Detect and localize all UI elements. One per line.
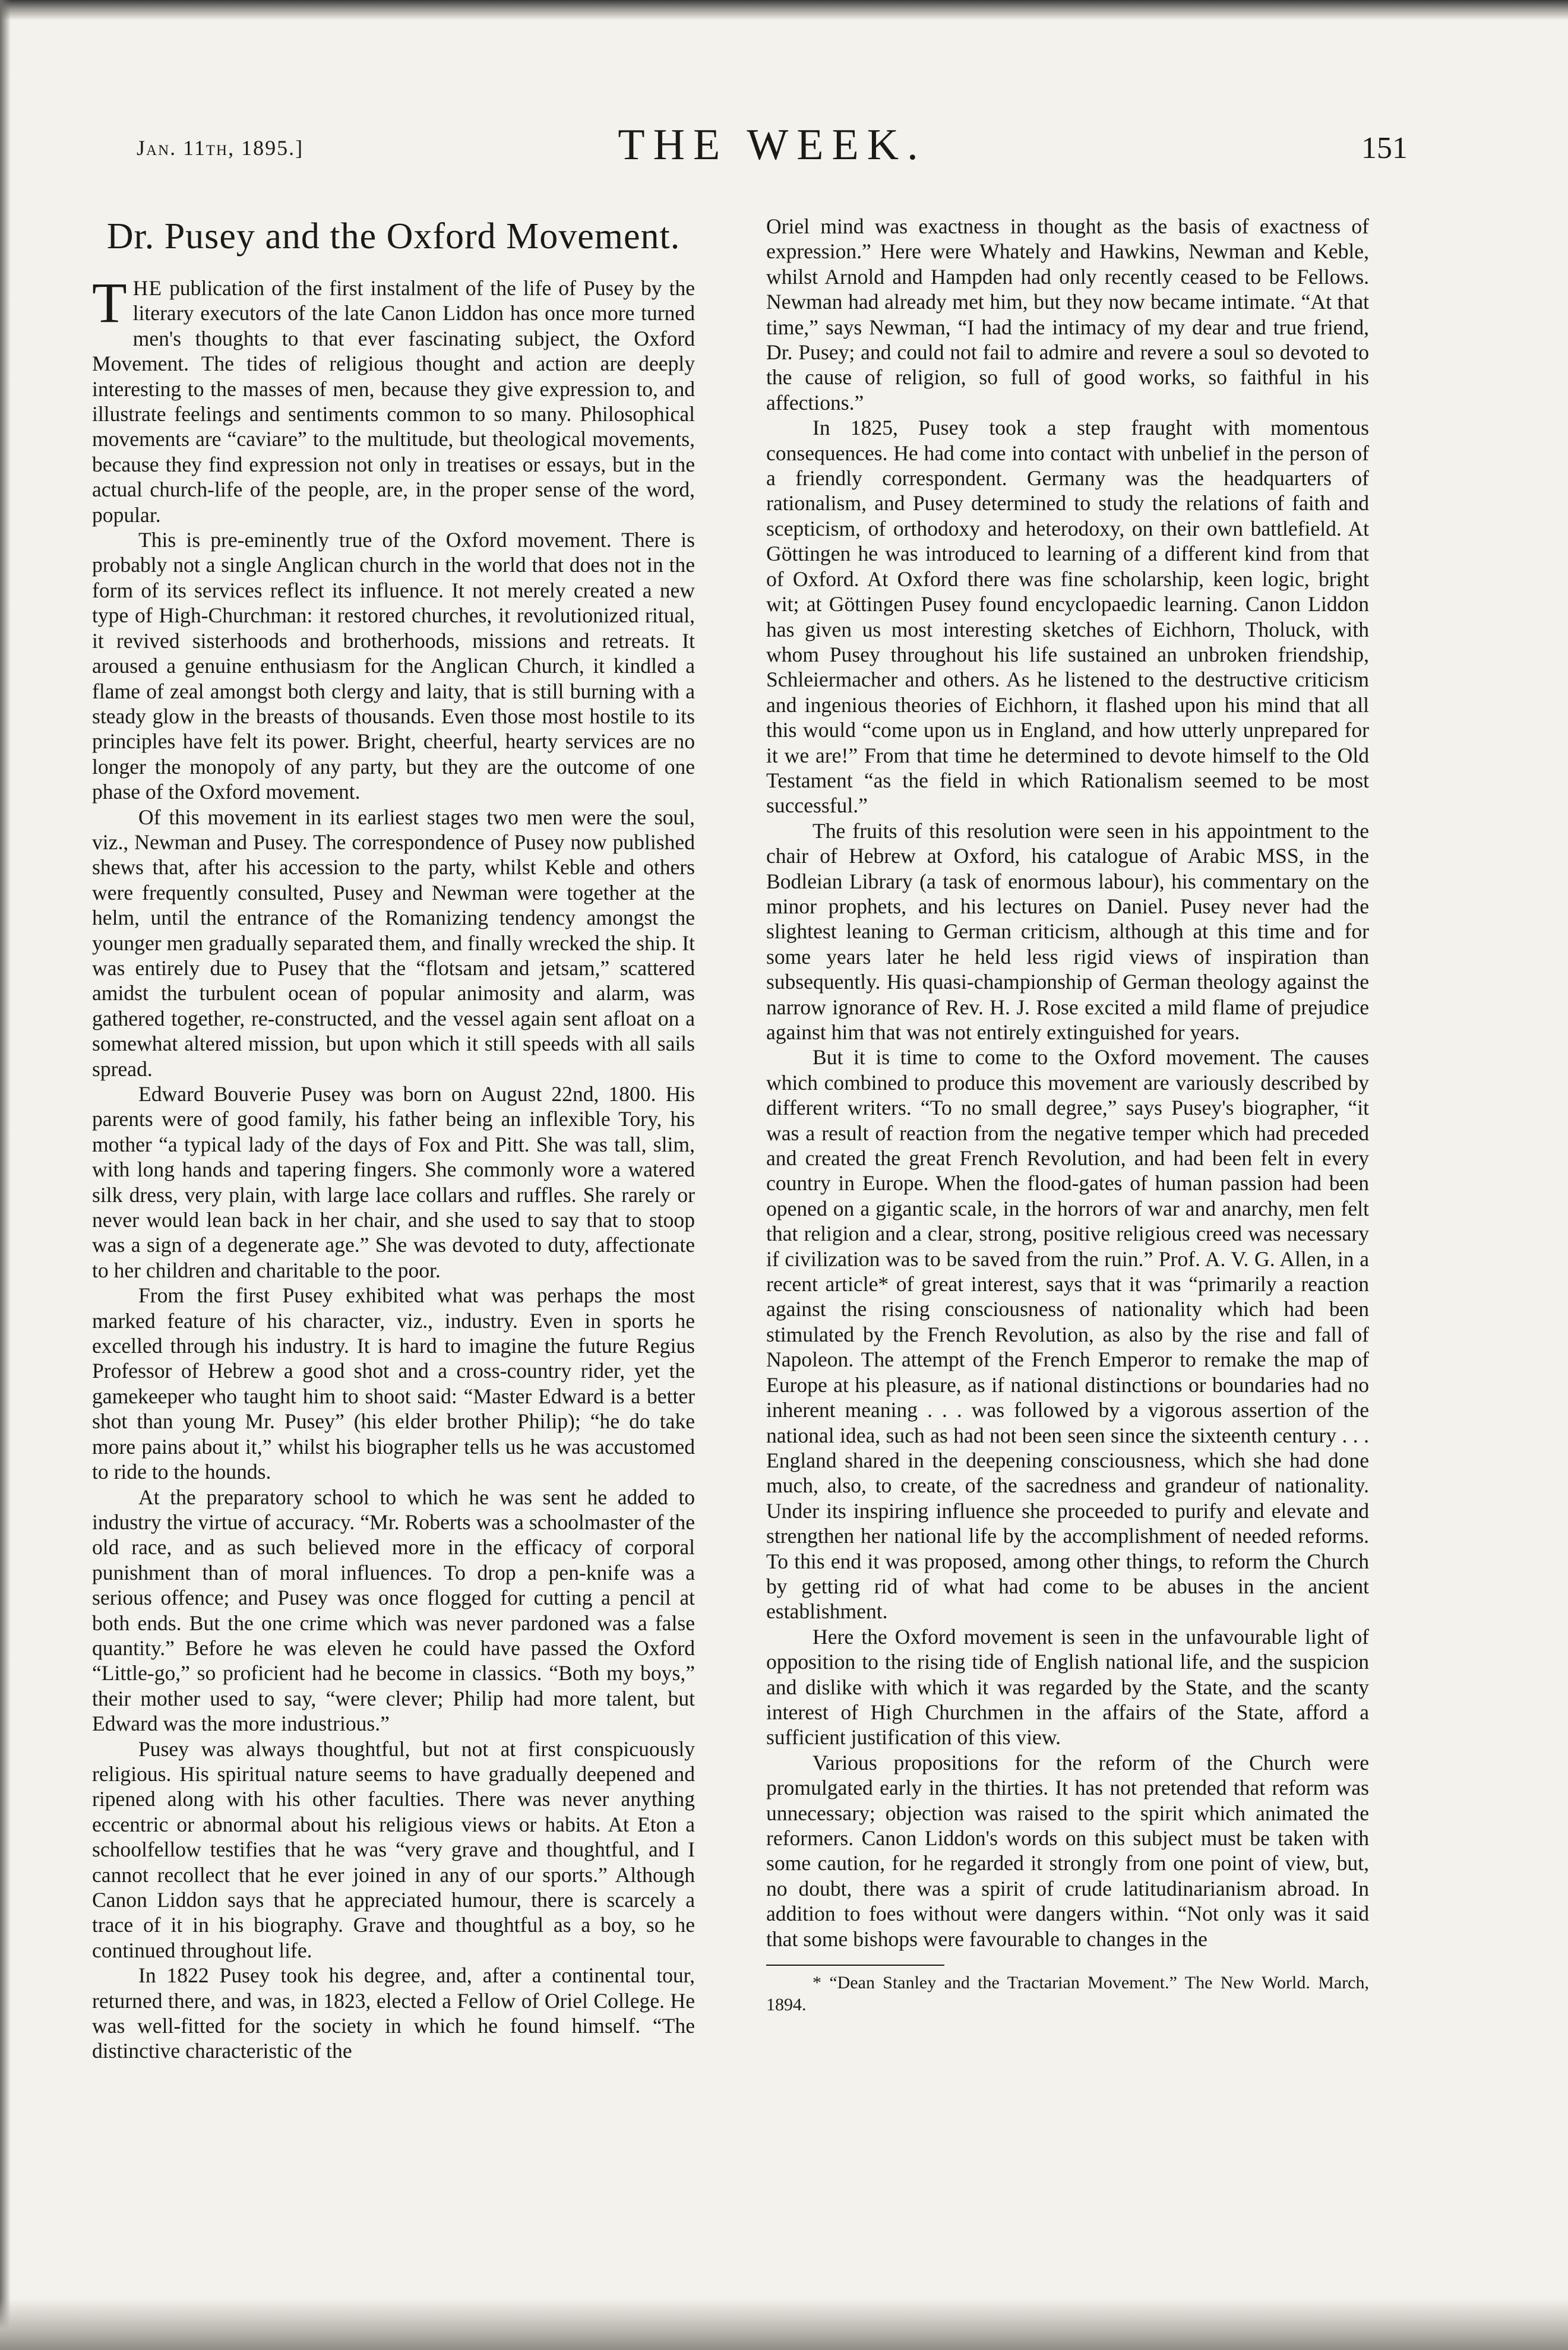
page-number: 151 — [1361, 131, 1408, 165]
paragraph: In 1822 Pusey took his degree, and, after a continental tour, returned there, and was, in 1823, elected a Fellow of Oriel College. He was well-fitted for the society in which he found himself. “The distinctive characteristic of the — [92, 1963, 695, 2063]
footnote-rule — [766, 1965, 944, 1966]
lead-paragraph — [92, 271, 695, 527]
lead-caps: HE — [132, 276, 163, 300]
lead-text: publication of the first instalment of the life of Pusey by the literary executors of the late Canon Liddon has once more turned men's thoughts to that ever fascinating subject, the Oxford Movement. The tides of religious thought and action are deeply interesting to the masses of men, because they give expression to, and illustrate feelings and sentiments common to so many. Philosophical movements are “caviare” to the multitude, but theological movements, because they find expression not only in treatises or essays, but in the actual church-life of the people, are, in the proper sense of the word, popular. — [92, 276, 695, 527]
drop-cap: T — [92, 271, 127, 334]
issue-date: Jan. 11th, 1895.] — [137, 136, 304, 160]
paragraph: Edward Bouverie Pusey was born on August 22nd, 1800. His parents were of good family, his father being an inflexible Tory, his mother “a typical lady of the days of Fox and Pitt. She was tall, slim, with long hands and tapering fingers. She commonly wore a watered silk dress, very plain, with large lace collars and ruffles. She rarely or never would lean back in her chair, and she used to say that to stoop was a sign of a degenerate age.” She was devoted to duty, affectionate to her children and charitable to the poor. — [92, 1082, 695, 1282]
paragraph: Pusey was always thoughtful, but not at first conspicuously religious. His spiritual nature seems to have gradually deepened and ripened along with his other faculties. There was never anything eccentric or abnormal about his religious views or habits. At Eton a schoolfellow testifies that he was “very grave and thoughtful, and I cannot recollect that he ever joined in any of our sports.” Although Canon Liddon says that he appreciated humour, there is scarcely a trace of it in his biography. Grave and thoughtful as a boy, so he continued throughout life. — [92, 1737, 695, 1962]
paragraph: From the first Pusey exhibited what was perhaps the most marked feature of his character, viz., industry. Even in sports he excelled through his industry. It is hard to imagine the future Regius Professor of Hebrew a good shot and a cross-country rider, yet the gamekeeper who taught him to shoot said: “Master Edward is a better shot than young Mr. Pusey” (his elder brother Philip); “he do take more pains about it,” whilst his biographer tells us he was accustomed to ride to the hounds. — [92, 1283, 695, 1484]
masthead: THE WEEK. — [618, 121, 927, 169]
paragraph: Here the Oxford movement is seen in the unfavourable light of opposition to the rising tide of English national life, and the suspicion and dislike with which it was regarded by the State, and the scanty interest of High Churchmen in the affairs of the State, afford a sufficient justification of this view. — [766, 1624, 1369, 1750]
paragraph: At the preparatory school to which he was sent he added to industry the virtue of accuracy. “Mr. Roberts was a schoolmaster of the old race, and as such believed more in the efficacy of corporal punishment than of moral influences. To drop a pen-knife was a serious offence; and Pusey was once flogged for cutting a pencil at both ends. But the one crime which was never pardoned was a false quantity.” Before he was eleven he could have passed the Oxford “Little-go,” so proficient had he become in classics. “Both my boys,” their mother used to say, “were clever; Philip had more talent, but Edward was the more industrious.” — [92, 1485, 695, 1736]
paragraph: This is pre-eminently true of the Oxford movement. There is probably not a single Anglican church in the world that does not in the form of its services reflect its influence. It not merely created a new type of High-Churchman: it restored churches, it revolutionized ritual, it revived sisterhoods and brotherhoods, missions and retreats. It aroused a genuine enthusiasm for the Anglican Church, it kindled a flame of zeal amongst both clergy and laity, that is still burning with a steady glow in the breasts of thousands. Even those most hostile to its principles have felt its power. Bright, cheerful, hearty services are no longer the monopoly of any party, but they are the outcome of one phase of the Oxford movement. — [92, 528, 695, 804]
article-title: Dr. Pusey and the Oxford Movement. — [106, 216, 681, 257]
footnote: * “Dean Stanley and the Tractarian Movement.” The New World. March, 1894. — [766, 1973, 1369, 2015]
paragraph: Various propositions for the reform of the Church were promulgated early in the thirties. It has not pretended that reform was unnecessary; objection was raised to the spirit which animated the reformers. Canon Liddon's words on this subject must be taken with some caution, for he regarded it strongly from one point of view, but, no doubt, there was a spirit of crude latitudinarianism abroad. In addition to foes without were dangers within. “Not only was it said that some bishops were favourable to changes in the — [766, 1750, 1369, 1951]
paragraph: Of this movement in its earliest stages two men were the soul, viz., Newman and Pusey. The correspondence of Pusey now published shews that, after his accession to the party, whilst Keble and others were frequently consulted, Pusey and Newman were together at the helm, until the entrance of the Romanizing tendency amongst the younger men gradually separated them, and finally wrecked the ship. It was entirely due to Pusey that the “flotsam and jetsam,” scattered amidst the turbulent ocean of popular animosity and alarm, was gathered together, re-constructed, and the vessel again sent afloat on a somewhat altered mission, but upon which it still speeds with all sails spread. — [92, 805, 695, 1081]
paragraph: The fruits of this resolution were seen in his appointment to the chair of Hebrew at Oxford, his catalogue of Arabic MSS, in the Bodleian Library (a task of enormous labour), his commentary on the minor prophets, and his lectures on Daniel. Pusey never had the slightest leaning to German criticism, although at this time and for some years later he held less rigid views of inspiration than subsequently. His quasi-championship of German theology against the narrow ignorance of Rev. H. J. Rose excited a mild flame of prejudice against him that was not entirely extinguished for years. — [766, 818, 1369, 1044]
scan-edge-top — [0, 0, 1568, 20]
right-column — [766, 214, 1369, 2245]
left-column — [92, 214, 695, 2245]
paragraph-continuation: Oriel mind was exactness in thought as the basis of exactness of expression.” Here were Whately and Hawkins, Newman and Keble, whilst Arnold and Hampden had only recently ceased to be Fellows. Newman had already met him, but they now became intimate. “At that time,” says Newman, “I had the intimacy of my dear and true friend, Dr. Pusey; and could not fail to admire and revere a soul so devoted to the cause of religion, so full of good works, so faithful in his affections.” — [766, 214, 1369, 415]
paragraph: In 1825, Pusey took a step fraught with momentous consequences. He had come into contact with unbelief in the person of a friendly correspondent. Germany was the headquarters of rationalism, and Pusey determined to study the relations of faith and scepticism, of orthodoxy and heterodoxy, on their own battlefield. At Göttingen he was introduced to learning of a different kind from that of Oxford. At Oxford there was fine scholarship, keen logic, bright wit; at Göttingen Pusey found encyclopaedic learning. Canon Liddon has given us most interesting sketches of Eichhorn, Tholuck, with whom Pusey throughout his life sustained an unbroken friendship, Schleiermacher and others. As he listened to the destructive criticism and ingenious theories of Eichhorn, it flashed upon his mind that all this would “come upon us in England, and how utterly unprepared for it we are!” From that time he determined to devote himself to the Old Testament “as the field in which Rationalism seemed to be most successful.” — [766, 416, 1369, 818]
scan-edge-left — [0, 0, 11, 2350]
paragraph: But it is time to come to the Oxford movement. The causes which combined to produce this movement are variously described by different writers. “To no small degree,” says Pusey's biographer, “it was a result of reaction from the negative temper which had preceded and created the great French Revolution, and had been felt in every country in Europe. When the flood-gates of human passion had been opened on a gigantic scale, in the horrors of war and anarchy, men felt that religion and a clear, strong, positive religious creed was necessary if civilization was to be saved from the ruin.” Prof. A. V. G. Allen, in a recent article* of great interest, says that it was “primarily a reaction against the rising consciousness of nationality which had been stimulated by the French Revolution, as also by the rise and fall of Napoleon. The attempt of the French Emperor to remake the map of Europe at his pleasure, as if national distinctions or boundaries had no inherent meaning . . . was followed by a vigorous assertion of the national idea, such as had not been seen since the sixteenth century . . . England shared in the deepening consciousness, which she had done much, also, to create, of the sacredness and grandeur of nationality. Under its inspiring influence she proceeded to purify and elevate and strengthen her national life by the accomplishment of needed reforms. To this end it was proposed, among other things, to reform the Church by getting rid of what had come to be abuses in the ancient establishment. — [766, 1045, 1369, 1624]
scan-edge-bottom — [0, 2298, 1568, 2350]
page-header — [137, 107, 1408, 178]
